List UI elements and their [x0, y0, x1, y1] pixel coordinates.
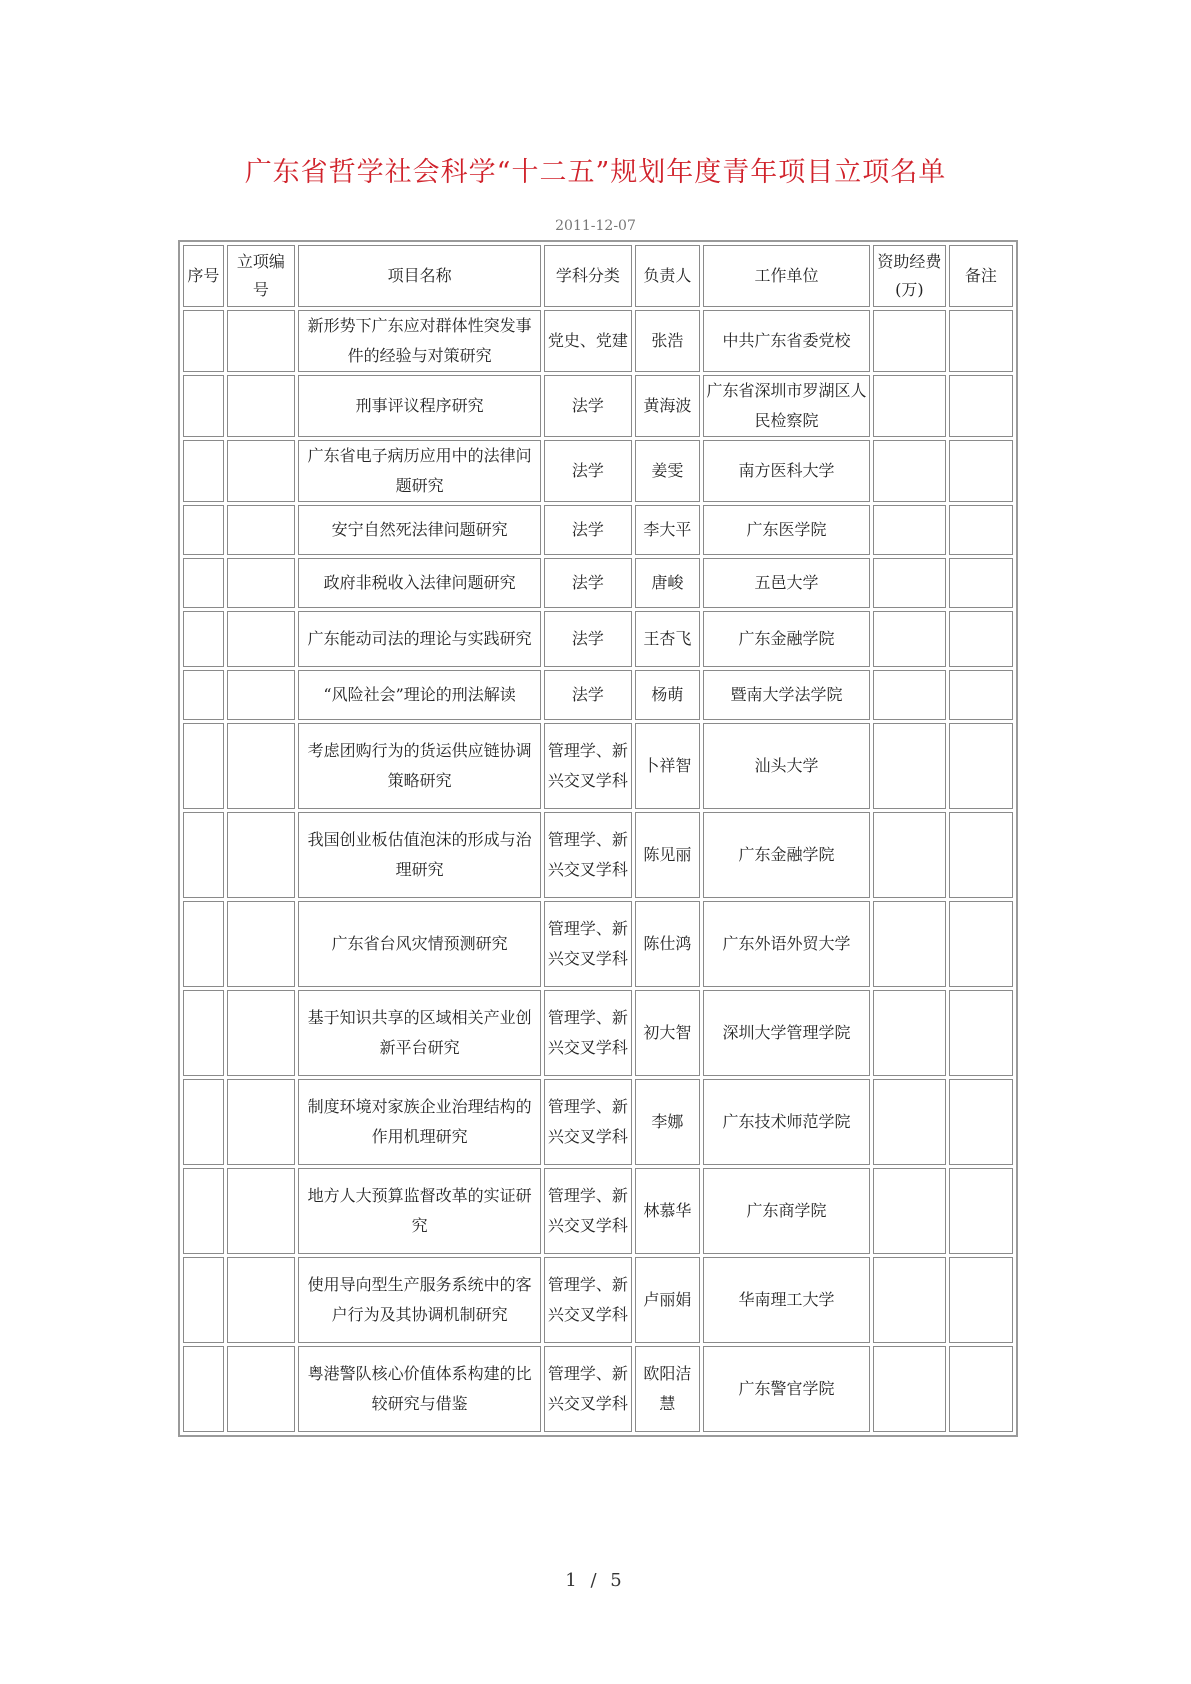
cell-subject: 管理学、新兴交叉学科: [544, 812, 632, 898]
cell-project-name: 使用导向型生产服务系统中的客户行为及其协调机制研究: [298, 1257, 541, 1343]
cell-project-name: 政府非税收入法律问题研究: [298, 558, 541, 608]
cell-unit: 五邑大学: [703, 558, 870, 608]
table-row: [183, 990, 1013, 1076]
table-row: [183, 375, 1013, 437]
cell-code: [227, 310, 295, 372]
cell-remark: [949, 440, 1013, 502]
table-row: [183, 1168, 1013, 1254]
cell-project-name: 新形势下广东应对群体性突发事件的经验与对策研究: [298, 310, 541, 372]
cell-code: [227, 1079, 295, 1165]
table-row: [183, 611, 1013, 667]
cell-unit: 深圳大学管理学院: [703, 990, 870, 1076]
cell-remark: [949, 375, 1013, 437]
cell-remark: [949, 1257, 1013, 1343]
cell-subject: 法学: [544, 505, 632, 555]
cell-code: [227, 1346, 295, 1432]
cell-remark: [949, 1079, 1013, 1165]
table-row: [183, 505, 1013, 555]
cell-funding: [873, 812, 946, 898]
table-row: [183, 723, 1013, 809]
cell-unit: 中共广东省委党校: [703, 310, 870, 372]
cell-remark: [949, 558, 1013, 608]
cell-subject: 法学: [544, 670, 632, 720]
cell-leader: 欧阳洁慧: [635, 1346, 700, 1432]
cell-index: [183, 990, 224, 1076]
table-row: [183, 310, 1013, 372]
cell-index: [183, 558, 224, 608]
cell-leader: 李娜: [635, 1079, 700, 1165]
cell-subject: 管理学、新兴交叉学科: [544, 1168, 632, 1254]
cell-project-name: 考虑团购行为的货运供应链协调策略研究: [298, 723, 541, 809]
cell-leader: 卢丽娟: [635, 1257, 700, 1343]
cell-funding: [873, 1168, 946, 1254]
document-title: 广东省哲学社会科学“十二五”规划年度青年项目立项名单: [244, 157, 947, 188]
cell-leader: 陈仕鸿: [635, 901, 700, 987]
cell-subject: 管理学、新兴交叉学科: [544, 990, 632, 1076]
cell-unit: 汕头大学: [703, 723, 870, 809]
cell-index: [183, 670, 224, 720]
cell-subject: 法学: [544, 611, 632, 667]
cell-remark: [949, 901, 1013, 987]
table-row: [183, 1346, 1013, 1432]
cell-funding: [873, 375, 946, 437]
cell-unit: 广东金融学院: [703, 611, 870, 667]
cell-index: [183, 375, 224, 437]
table-row: [183, 1079, 1013, 1165]
cell-index: [183, 812, 224, 898]
cell-code: [227, 901, 295, 987]
table-body: [183, 310, 1013, 1432]
table-row: [183, 901, 1013, 987]
table-row: [183, 1257, 1013, 1343]
cell-remark: [949, 611, 1013, 667]
cell-project-name: 地方人大预算监督改革的实证研究: [298, 1168, 541, 1254]
cell-unit: 广东省深圳市罗湖区人民检察院: [703, 375, 870, 437]
cell-leader: 张浩: [635, 310, 700, 372]
cell-funding: [873, 611, 946, 667]
header-cell: 项目名称: [298, 245, 541, 307]
cell-unit: 广东商学院: [703, 1168, 870, 1254]
header-cell: 立项编号: [227, 245, 295, 307]
cell-subject: 管理学、新兴交叉学科: [544, 723, 632, 809]
cell-remark: [949, 1168, 1013, 1254]
cell-leader: 王杏飞: [635, 611, 700, 667]
cell-index: [183, 505, 224, 555]
cell-index: [183, 310, 224, 372]
cell-unit: 广东金融学院: [703, 812, 870, 898]
cell-index: [183, 723, 224, 809]
cell-subject: 法学: [544, 440, 632, 502]
cell-subject: 管理学、新兴交叉学科: [544, 901, 632, 987]
cell-funding: [873, 901, 946, 987]
cell-project-name: 广东省台风灾情预测研究: [298, 901, 541, 987]
cell-subject: 法学: [544, 375, 632, 437]
cell-leader: 林慕华: [635, 1168, 700, 1254]
cell-leader: 杨萌: [635, 670, 700, 720]
cell-leader: 黄海波: [635, 375, 700, 437]
cell-code: [227, 990, 295, 1076]
cell-leader: 陈见丽: [635, 812, 700, 898]
cell-index: [183, 1168, 224, 1254]
header-cell: 工作单位: [703, 245, 870, 307]
cell-index: [183, 1079, 224, 1165]
cell-index: [183, 611, 224, 667]
cell-project-name: 我国创业板估值泡沫的形成与治理研究: [298, 812, 541, 898]
cell-remark: [949, 670, 1013, 720]
cell-code: [227, 670, 295, 720]
table-row: [183, 670, 1013, 720]
cell-code: [227, 812, 295, 898]
cell-project-name: 粤港警队核心价值体系构建的比较研究与借鉴: [298, 1346, 541, 1432]
cell-project-name: 安宁自然死法律问题研究: [298, 505, 541, 555]
publish-date: 2011-12-07: [555, 218, 636, 234]
table-row: [183, 440, 1013, 502]
cell-index: [183, 1257, 224, 1343]
cell-code: [227, 723, 295, 809]
cell-remark: [949, 1346, 1013, 1432]
header-cell: 资助经费(万): [873, 245, 946, 307]
cell-code: [227, 440, 295, 502]
cell-code: [227, 505, 295, 555]
cell-funding: [873, 505, 946, 555]
project-table: [178, 240, 1018, 1437]
cell-unit: 广东技术师范学院: [703, 1079, 870, 1165]
cell-funding: [873, 670, 946, 720]
cell-funding: [873, 310, 946, 372]
header-cell: 负责人: [635, 245, 700, 307]
cell-subject: 党史、党建: [544, 310, 632, 372]
cell-unit: 广东医学院: [703, 505, 870, 555]
cell-index: [183, 440, 224, 502]
cell-leader: 姜雯: [635, 440, 700, 502]
cell-unit: 暨南大学法学院: [703, 670, 870, 720]
cell-project-name: 制度环境对家族企业治理结构的作用机理研究: [298, 1079, 541, 1165]
cell-remark: [949, 990, 1013, 1076]
cell-subject: 管理学、新兴交叉学科: [544, 1079, 632, 1165]
cell-funding: [873, 440, 946, 502]
header-cell: 序号: [183, 245, 224, 307]
cell-unit: 广东警官学院: [703, 1346, 870, 1432]
cell-remark: [949, 723, 1013, 809]
cell-funding: [873, 558, 946, 608]
cell-leader: 卜祥智: [635, 723, 700, 809]
header-cell: 备注: [949, 245, 1013, 307]
page-indicator: 1 / 5: [565, 1570, 626, 1591]
cell-funding: [873, 723, 946, 809]
cell-project-name: 广东省电子病历应用中的法律问题研究: [298, 440, 541, 502]
cell-subject: 法学: [544, 558, 632, 608]
cell-project-name: 刑事评议程序研究: [298, 375, 541, 437]
cell-funding: [873, 990, 946, 1076]
cell-subject: 管理学、新兴交叉学科: [544, 1257, 632, 1343]
table-row: [183, 812, 1013, 898]
cell-leader: 李大平: [635, 505, 700, 555]
cell-funding: [873, 1257, 946, 1343]
cell-remark: [949, 505, 1013, 555]
cell-subject: 管理学、新兴交叉学科: [544, 1346, 632, 1432]
cell-project-name: 广东能动司法的理论与实践研究: [298, 611, 541, 667]
cell-code: [227, 375, 295, 437]
cell-unit: 华南理工大学: [703, 1257, 870, 1343]
table-header-row: [183, 245, 1013, 307]
cell-index: [183, 1346, 224, 1432]
cell-leader: 唐峻: [635, 558, 700, 608]
cell-funding: [873, 1346, 946, 1432]
cell-funding: [873, 1079, 946, 1165]
cell-index: [183, 901, 224, 987]
cell-code: [227, 1168, 295, 1254]
cell-leader: 初大智: [635, 990, 700, 1076]
cell-project-name: “风险社会”理论的刑法解读: [298, 670, 541, 720]
header-cell: 学科分类: [544, 245, 632, 307]
table-row: [183, 558, 1013, 608]
cell-project-name: 基于知识共享的区域相关产业创新平台研究: [298, 990, 541, 1076]
cell-remark: [949, 812, 1013, 898]
cell-code: [227, 558, 295, 608]
cell-unit: 南方医科大学: [703, 440, 870, 502]
cell-remark: [949, 310, 1013, 372]
cell-code: [227, 611, 295, 667]
cell-unit: 广东外语外贸大学: [703, 901, 870, 987]
cell-code: [227, 1257, 295, 1343]
